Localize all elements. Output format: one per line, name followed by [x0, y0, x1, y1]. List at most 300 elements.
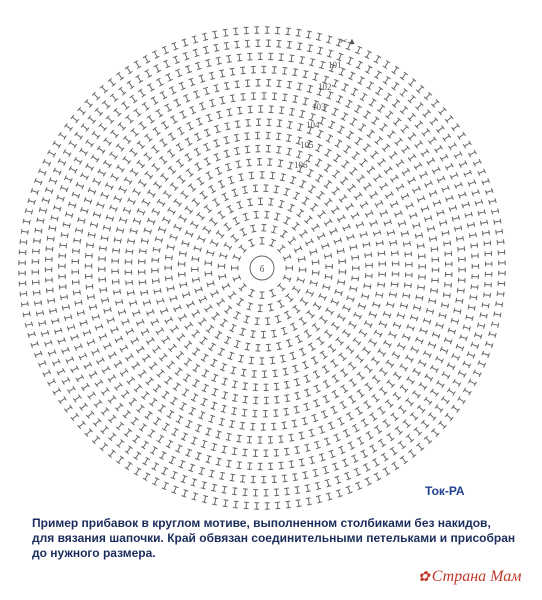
stitch-symbol [193, 364, 201, 372]
stitch-symbol [372, 394, 380, 402]
stitch-symbol [160, 91, 167, 99]
stitch-symbol [95, 379, 103, 387]
stitch-symbol [248, 106, 253, 113]
stitch-symbol [43, 370, 51, 377]
stitch-symbol [77, 310, 84, 316]
stitch-symbol [106, 116, 114, 124]
brand-label: Ток-РА [425, 484, 465, 498]
stitch-symbol [440, 154, 448, 161]
stitch-symbol [137, 160, 145, 168]
stitch-symbol [66, 357, 74, 364]
stitch-symbol [63, 149, 71, 156]
stitch-symbol [407, 324, 415, 331]
stitch-symbol [424, 92, 432, 100]
stitch-symbol [186, 122, 193, 130]
stitch-symbol [184, 358, 192, 366]
stitch-symbol [192, 330, 200, 338]
stitch-symbol [351, 212, 359, 219]
stitch-symbol [214, 153, 221, 161]
stitch-symbol [379, 387, 387, 395]
stitch-symbol [195, 163, 202, 171]
stitch-symbol [272, 370, 278, 377]
stitch-symbol [323, 380, 330, 388]
stitch-symbol [255, 318, 260, 325]
stitch-symbol [356, 222, 364, 229]
stitch-symbol [332, 170, 340, 178]
stitch-symbol [296, 151, 303, 159]
stitch-symbol [192, 256, 199, 262]
stitch-symbol [71, 115, 79, 123]
stitch-symbol [446, 262, 453, 267]
stitch-symbol [261, 476, 266, 483]
stitch-symbol [287, 41, 293, 48]
stitch-symbol [418, 285, 425, 291]
stitch-symbol [165, 255, 172, 260]
stitch-symbol [161, 121, 169, 129]
stitch-symbol [28, 331, 36, 337]
stitch-symbol [212, 31, 218, 38]
stitch-symbol [114, 195, 122, 202]
stitch-symbol [102, 366, 110, 374]
stitch-symbol [211, 374, 218, 382]
stitch-symbol [342, 84, 349, 92]
stitch-symbol [420, 171, 428, 178]
stitch-symbol [499, 271, 506, 276]
stitch-symbol [309, 59, 315, 66]
stitch-symbol [287, 121, 293, 128]
stitch-symbol [181, 433, 188, 441]
stitch-symbol [170, 295, 178, 302]
stitch-symbol [79, 353, 87, 360]
stitch-symbol [452, 124, 460, 132]
stitch-symbol [417, 196, 425, 203]
stitch-symbol [316, 496, 322, 503]
stitch-symbol [158, 405, 166, 413]
stitch-symbol [364, 321, 372, 328]
stitch-symbol [209, 99, 215, 107]
stitch-symbol [289, 108, 295, 115]
stitch-symbol [480, 313, 487, 319]
stitch-symbol [417, 405, 425, 413]
stitch-symbol [383, 468, 390, 476]
stitch-symbol [317, 337, 325, 345]
stitch-symbol [443, 134, 451, 142]
stitch-symbol [449, 205, 457, 212]
stitch-symbol [332, 108, 339, 116]
stitch-symbol [348, 395, 356, 403]
stitch-symbol [330, 228, 338, 235]
stitch-symbol [175, 445, 182, 453]
stitch-symbol [253, 450, 258, 457]
stitch-symbol [204, 205, 212, 213]
stitch-symbol [304, 389, 311, 397]
stitch-symbol [39, 320, 46, 326]
stitch-symbol [265, 318, 270, 325]
stitch-symbol [264, 450, 269, 457]
stitch-symbol [233, 28, 238, 35]
stitch-symbol [205, 59, 211, 66]
stitch-symbol [198, 318, 206, 326]
stitch-symbol [464, 170, 472, 177]
stitch-symbol [203, 46, 209, 53]
stitch-symbol [67, 386, 75, 394]
stitch-symbol [182, 389, 189, 397]
stitch-symbol [284, 311, 291, 319]
stitch-symbol [402, 334, 410, 341]
stitch-symbol [432, 278, 439, 283]
stitch-symbol [353, 266, 359, 271]
stitch-symbol [243, 213, 250, 221]
stitch-symbol [327, 50, 334, 58]
stitch-symbol [315, 144, 322, 152]
stitch-symbol [195, 62, 202, 69]
stitch-symbol [170, 116, 177, 124]
stitch-symbol [179, 82, 186, 90]
stitch-symbol [145, 70, 152, 78]
stitch-symbol [314, 385, 321, 393]
stitch-symbol [155, 237, 162, 243]
stitch-symbol [233, 501, 239, 508]
stitch-symbol [23, 219, 30, 225]
stitch-symbol [342, 459, 349, 467]
stitch-symbol [268, 304, 274, 311]
stitch-symbol [234, 134, 240, 141]
stitch-symbol [427, 226, 434, 232]
stitch-symbol [141, 441, 149, 449]
stitch-symbol [242, 449, 247, 456]
stitch-symbol [336, 490, 343, 498]
stitch-symbol [343, 429, 350, 437]
stitch-symbol [499, 260, 506, 265]
stitch-symbol [313, 371, 320, 379]
stitch-symbol [53, 141, 61, 148]
stitch-symbol [398, 220, 406, 227]
stitch-symbol [86, 253, 93, 258]
stitch-symbol [176, 416, 183, 424]
stitch-symbol [393, 322, 401, 329]
stitch-symbol [345, 100, 352, 108]
stitch-symbol [478, 210, 485, 216]
stitch-symbol [143, 300, 151, 306]
stitch-symbol [184, 341, 192, 349]
stitch-symbol [440, 220, 447, 226]
stitch-symbol [254, 211, 259, 218]
stitch-symbol [93, 178, 101, 185]
stitch-symbol [230, 68, 236, 75]
stitch-symbol [116, 227, 123, 233]
stitch-symbol [173, 56, 180, 64]
stitch-symbol [209, 72, 215, 79]
stitch-symbol [367, 166, 375, 174]
stitch-symbol [101, 192, 109, 199]
stitch-symbol [180, 111, 187, 119]
stitch-symbol [435, 405, 443, 413]
stitch-symbol [141, 290, 148, 296]
stitch-symbol [356, 355, 364, 363]
stitch-symbol [204, 158, 211, 166]
stitch-symbol [114, 289, 121, 295]
stitch-symbol [54, 205, 62, 211]
stitch-symbol [319, 454, 326, 462]
stitch-symbol [333, 154, 341, 162]
stitch-symbol [348, 184, 356, 192]
stitch-symbol [136, 319, 144, 326]
stitch-symbol [346, 131, 354, 139]
stitch-symbol [78, 217, 85, 223]
stitch-symbol [351, 88, 358, 96]
stitch-symbol [378, 158, 386, 166]
stitch-symbol [392, 82, 400, 90]
stitch-symbol [374, 71, 381, 79]
stitch-symbol [118, 122, 126, 130]
stitch-symbol [131, 129, 139, 137]
stitch-symbol [256, 345, 261, 352]
stitch-symbol [55, 328, 63, 335]
stitch-symbol [231, 234, 239, 242]
stitch-symbol [319, 117, 326, 125]
stitch-symbol [297, 277, 305, 284]
stitch-symbol [386, 111, 394, 119]
stitch-symbol [72, 259, 79, 264]
stitch-symbol [408, 133, 416, 141]
stitch-symbol [85, 274, 92, 279]
stitch-symbol [247, 53, 252, 60]
stitch-symbol [423, 351, 431, 358]
stitch-symbol [139, 424, 147, 432]
stitch-symbol [172, 42, 179, 50]
stitch-symbol [400, 303, 407, 309]
stitch-symbol [343, 305, 351, 312]
stitch-symbol [87, 243, 94, 249]
stitch-symbol [468, 305, 475, 311]
stitch-symbol [88, 232, 95, 238]
row-number-103: 103 [312, 102, 326, 112]
stitch-symbol [448, 328, 456, 335]
stitch-symbol [218, 211, 226, 219]
caption-line: до нужного размера. [32, 546, 156, 560]
stitch-symbol [332, 375, 340, 383]
stitch-symbol [274, 449, 279, 456]
stitch-symbol [224, 82, 230, 89]
stitch-symbol [264, 384, 269, 391]
stitch-symbol [380, 183, 388, 191]
stitch-symbol [336, 96, 343, 104]
stitch-symbol [187, 301, 195, 308]
stitch-symbol [237, 462, 243, 469]
stitch-symbol [104, 307, 112, 313]
stitch-symbol [319, 61, 325, 68]
stitch-symbol [224, 306, 232, 314]
stitch-symbol [254, 27, 259, 34]
stitch-symbol [288, 237, 296, 245]
stitch-symbol [341, 385, 349, 393]
stitch-symbol [25, 208, 32, 214]
stitch-symbol [208, 415, 215, 423]
stitch-symbol [353, 338, 361, 346]
stitch-symbol [126, 280, 133, 286]
stitch-symbol [28, 198, 36, 204]
stitch-symbol [229, 421, 235, 428]
stitch-symbol [393, 118, 401, 126]
stitch-symbol [206, 325, 214, 333]
stitch-symbol [119, 186, 127, 193]
stitch-symbol [25, 322, 32, 328]
stitch-symbol [496, 229, 503, 235]
stitch-symbol [392, 462, 400, 470]
stitch-symbol [249, 172, 255, 179]
stitch-symbol [168, 166, 176, 174]
stitch-symbol [220, 253, 228, 260]
stitch-symbol [294, 406, 300, 413]
stitch-symbol [182, 490, 189, 498]
stitch-symbol [276, 342, 282, 349]
stitch-symbol [161, 467, 168, 475]
stitch-symbol [71, 334, 79, 341]
stitch-symbol [256, 40, 261, 47]
stitch-symbol [416, 85, 424, 93]
stitch-symbol [355, 407, 363, 415]
stitch-symbol [400, 72, 408, 80]
stitch-symbol [446, 195, 454, 202]
stitch-symbol [319, 316, 327, 324]
stitch-symbol [323, 395, 330, 403]
stitch-symbol [148, 430, 156, 438]
stitch-symbol [392, 261, 399, 266]
stitch-symbol [152, 208, 160, 215]
stitch-symbol [401, 193, 409, 200]
stitch-symbol [356, 61, 363, 69]
stitch-symbol [258, 198, 263, 205]
stitch-symbol [334, 238, 342, 245]
stitch-symbol [261, 424, 266, 431]
stitch-symbol [121, 390, 129, 398]
stitch-symbol [339, 353, 347, 361]
stitch-symbol [121, 102, 129, 110]
stitch-symbol [445, 251, 452, 256]
stitch-symbol [193, 49, 200, 57]
caption [32, 516, 516, 561]
stitch-symbol [143, 473, 150, 481]
stitch-symbol [424, 436, 432, 444]
stitch-symbol [154, 181, 162, 189]
stitch-symbol [178, 175, 186, 183]
stitch-symbol [370, 191, 378, 199]
stitch-symbol [165, 266, 171, 271]
stitch-symbol [211, 290, 219, 297]
stitch-symbol [338, 279, 345, 285]
stitch-symbol [177, 334, 185, 342]
stitch-symbol [430, 236, 437, 242]
stitch-symbol [387, 302, 395, 308]
stitch-symbol [447, 388, 455, 396]
stitch-symbol [157, 298, 165, 305]
stitch-symbol [413, 186, 421, 193]
stitch-symbol [381, 453, 389, 461]
stitch-symbol [152, 478, 159, 486]
stitch-symbol [102, 297, 109, 303]
stitch-symbol [102, 101, 110, 109]
stitch-symbol [157, 435, 164, 443]
stitch-symbol [253, 490, 258, 497]
stitch-symbol [216, 57, 222, 64]
stitch-symbol [278, 436, 283, 443]
stitch-symbol [145, 411, 153, 419]
stitch-symbol [412, 390, 420, 398]
stitch-symbol [312, 323, 320, 331]
stitch-symbol [284, 448, 290, 455]
stitch-symbol [256, 80, 261, 87]
stitch-symbol [111, 130, 119, 138]
stitch-symbol [312, 270, 319, 275]
stitch-symbol [248, 289, 255, 297]
stitch-symbol [73, 395, 81, 403]
stitch-symbol [68, 202, 76, 209]
stitch-symbol [219, 472, 225, 479]
stitch-symbol [75, 132, 83, 140]
stitch-symbol [81, 173, 89, 180]
stitch-symbol [408, 78, 416, 86]
stitch-symbol [232, 488, 238, 495]
stitch-symbol [63, 222, 70, 228]
stitch-symbol [208, 343, 216, 351]
stitch-symbol [124, 177, 132, 185]
stitch-symbol [123, 156, 131, 164]
stitch-symbol [243, 396, 249, 403]
stitch-symbol [138, 370, 146, 378]
stitch-symbol [440, 347, 448, 354]
stitch-symbol [223, 500, 229, 507]
stitch-symbol [314, 441, 321, 449]
stitch-symbol [324, 330, 332, 338]
stitch-symbol [52, 359, 60, 366]
stitch-symbol [348, 362, 356, 370]
stitch-symbol [147, 309, 155, 316]
stitch-symbol [419, 275, 426, 280]
stitch-symbol [359, 329, 367, 337]
stitch-symbol [48, 379, 56, 386]
stitch-symbol [205, 456, 211, 464]
stitch-symbol [361, 419, 369, 427]
stitch-symbol [48, 298, 55, 304]
stitch-symbol [197, 212, 205, 220]
stitch-symbol [432, 268, 438, 273]
stitch-symbol [474, 332, 482, 339]
stitch-symbol [181, 475, 188, 483]
stitch-symbol [365, 478, 372, 486]
stitch-symbol [497, 239, 504, 244]
stitch-symbol [101, 408, 109, 416]
stitch-symbol [162, 423, 170, 431]
stitch-symbol [406, 262, 413, 267]
stitch-symbol [120, 345, 128, 352]
stitch-symbol [218, 264, 225, 269]
stitch-symbol [32, 270, 39, 275]
stitch-symbol [466, 315, 473, 321]
stitch-symbol [306, 498, 312, 505]
stitch-symbol [189, 78, 196, 86]
stitch-symbol [443, 292, 450, 298]
stitch-symbol [258, 53, 263, 60]
stitch-symbol [186, 169, 194, 177]
stitch-symbol [125, 259, 132, 264]
stitch-symbol [222, 283, 230, 290]
stitch-symbol [117, 440, 125, 448]
stitch-symbol [82, 383, 90, 391]
stitch-symbol [420, 328, 428, 335]
stitch-symbol [413, 305, 420, 311]
stitch-symbol [178, 272, 185, 277]
stitch-symbol [200, 337, 208, 345]
